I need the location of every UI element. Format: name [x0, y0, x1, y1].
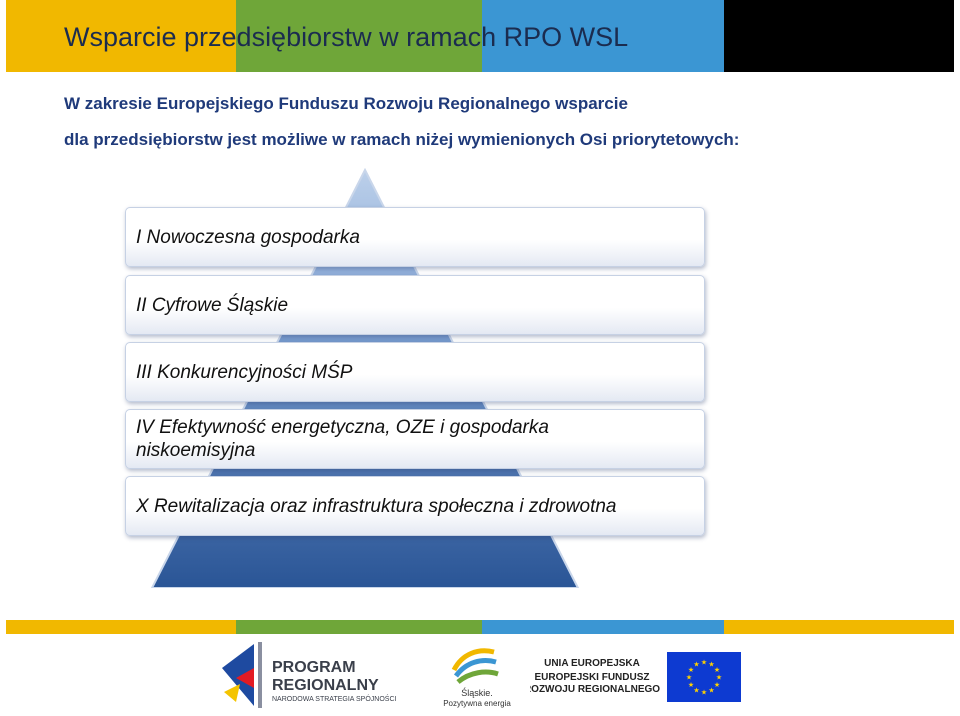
priority-axis-3 [125, 342, 705, 402]
eu-star-icon: ★ [687, 666, 695, 674]
eu-logo [530, 652, 745, 702]
eu-star-icon: ★ [715, 673, 723, 682]
priority-axis-1 [125, 207, 705, 267]
priority-axis-4-label-line1: IV Efektywność energetyczna, OZE i gospodarka [136, 417, 549, 438]
priority-axis-5-label: X Rewitalizacja oraz infrastruktura społeczna i zdrowotna [136, 495, 617, 517]
program-logo-line1: PROGRAM [272, 659, 356, 676]
eu-star-icon: ★ [708, 660, 715, 669]
footer-segment-yellow [6, 620, 236, 634]
eu-star-icon: ★ [693, 686, 700, 695]
slide-title: Wsparcie przedsiębiorstw w ramach RPO WSL [64, 22, 629, 52]
priority-axis-1-label: I Nowoczesna gospodarka [136, 226, 360, 248]
header-segment-black [724, 0, 954, 72]
eu-star-icon: ★ [685, 673, 693, 682]
eu-star-icon: ★ [700, 658, 708, 667]
eu-flag-icon [667, 652, 741, 702]
slaskie-logo [432, 640, 522, 710]
eu-star-icon: ★ [708, 686, 715, 695]
slaskie-logo-line1: Śląskie. [461, 688, 493, 698]
program-logo-line3: NARODOWA STRATEGIA SPÓJNOŚCI [272, 696, 397, 703]
eu-logo-line1: UNIA EUROPEJSKA [544, 658, 640, 669]
priority-axis-2-label: II Cyfrowe Śląskie [136, 294, 289, 316]
eu-star-icon: ★ [693, 660, 700, 669]
eu-logo-line2: EUROPEJSKI FUNDUSZ [534, 672, 650, 683]
eu-star-icon: ★ [687, 681, 695, 689]
footer-segment-green [236, 620, 482, 634]
priority-axis-4 [125, 409, 705, 469]
footer-band [6, 620, 954, 634]
nss-star-icon [222, 642, 262, 708]
eu-star-icon: ★ [713, 666, 721, 674]
program-regionalny-logo [222, 640, 422, 710]
footer-segment-blue [482, 620, 724, 634]
priority-axis-4-label-line2: niskoemisyjna [136, 440, 256, 461]
priority-axis-2 [125, 275, 705, 335]
slaskie-logo-line2: Pozytywna energia [443, 699, 511, 708]
priority-axis-5 [125, 476, 705, 536]
intro-line-1: W zakresie Europejskiego Funduszu Rozwoju Regionalnego wsparcie [64, 94, 628, 113]
slaskie-swoosh-icon [454, 651, 498, 682]
intro-line-2: dla przedsiębiorstw jest możliwe w ramach niżej wymienionych Osi priorytetowych: [64, 130, 740, 149]
program-logo-line2: REGIONALNY [272, 677, 379, 694]
priority-axis-3-label: III Konkurencyjności MŚP [136, 361, 353, 383]
footer-segment-yellow-2 [724, 620, 954, 634]
eu-star-icon: ★ [713, 681, 721, 689]
eu-star-icon: ★ [700, 688, 708, 697]
eu-logo-line3: ROZWOJU REGIONALNEGO [530, 684, 661, 695]
